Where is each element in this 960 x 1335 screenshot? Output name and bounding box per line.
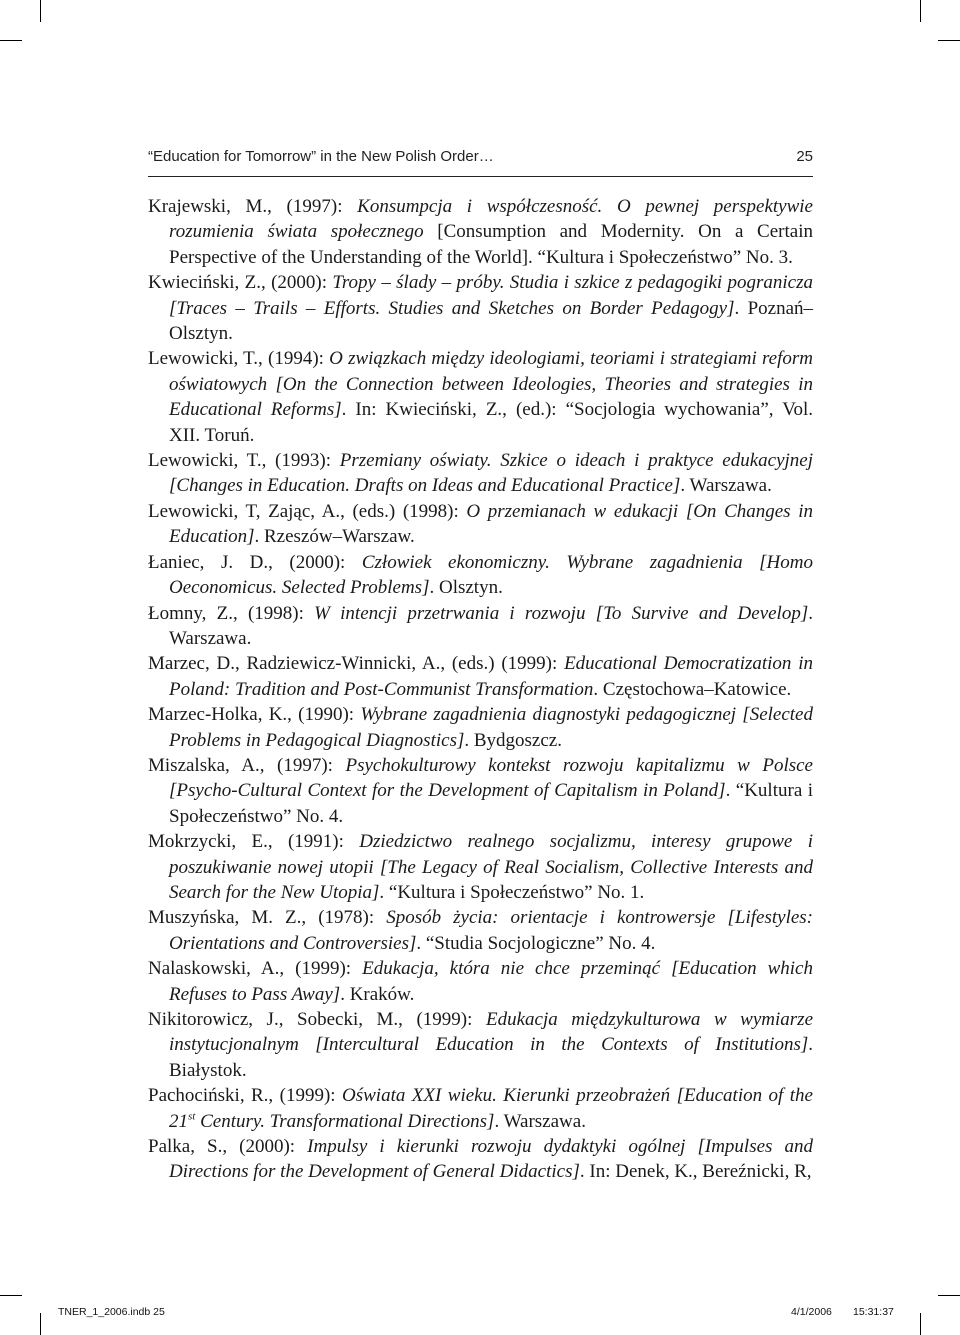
reference-entry: [148, 346, 813, 448]
reference-rest: . Bydgoszcz.: [464, 729, 562, 751]
reference-author: Miszalska, A., (1997):: [148, 754, 346, 776]
reference-rest: . Warszawa.: [494, 1110, 586, 1132]
reference-author: Krajewski, M., (1997):: [148, 196, 358, 217]
reference-author: Marzec-Holka, K., (1990):: [148, 704, 361, 726]
reference-title: Sposób życia: orientacje i kontrowersje [Lifestyles: Orientations and Controversies]: [169, 907, 813, 954]
reference-entry: [148, 601, 813, 652]
reference-list: [148, 194, 813, 1185]
crop-mark-top-right-h: [938, 40, 960, 41]
reference-author: Kwieciński, Z., (2000):: [148, 272, 333, 294]
reference-title: Impulsy i kierunki rozwoju dydaktyki ogólnej [Impulses and Directions for the Development of General Didactics]: [169, 1136, 813, 1183]
reference-author: Pachociński, R., (1999):: [148, 1085, 343, 1107]
reference-entry: [148, 1134, 813, 1185]
crop-mark-top-left: [40, 0, 41, 22]
page-number: 25: [796, 148, 813, 165]
reference-rest: . Olsztyn.: [429, 577, 503, 599]
reference-rest: . Rzeszów–Warszaw.: [254, 526, 415, 548]
reference-rest: . Poznań–Olsztyn.: [169, 297, 813, 345]
reference-entry: [148, 829, 813, 905]
reference-entry: [148, 448, 813, 499]
reference-author: Lewowicki, T, Zając, A., (eds.) (1998):: [148, 500, 467, 522]
reference-entry: [148, 550, 813, 601]
crop-mark-bottom-left-h: [0, 1295, 22, 1296]
reference-entry: [148, 905, 813, 956]
crop-mark-bottom-left: [40, 1313, 41, 1335]
reference-author: Lewowicki, T., (1993):: [148, 450, 340, 472]
reference-title: W intencji przetrwania i rozwoju [To Survive and Develop]: [314, 602, 809, 624]
reference-title: O związkach między ideologiami, teoriami i strategiami reform oświatowych [On the Connection between Ideologies, Theories and strategies in Educational Reforms]: [169, 348, 813, 421]
crop-mark-top-left-h: [0, 40, 22, 41]
reference-rest: . “Kultura i Społeczeństwo” No. 1.: [379, 881, 645, 903]
reference-title: Edukacja międzykulturowa w wymiarze instytucjonalnym [Intercultural Education in the Contexts of Institutions]: [169, 1009, 813, 1056]
reference-entry: [148, 499, 813, 550]
reference-title: Educational Democratization in Poland: Tradition and Post-Communist Transformation: [169, 653, 813, 700]
reference-author: Mokrzycki, E., (1991):: [148, 831, 360, 853]
reference-rest: . “Kultura i Społeczeństwo” No. 4.: [169, 780, 813, 827]
reference-entry: [148, 1083, 813, 1134]
reference-title: Edukacja, która nie chce przeminąć [Education which Refuses to Pass Away]: [169, 958, 813, 1005]
reference-entry: [148, 956, 813, 1007]
reference-title: Przemiany oświaty. Szkice o ideach i praktyce edukacyjnej [Changes in Education. Drafts on Ideas and Educational Practice]: [169, 450, 814, 497]
reference-rest: . Warszawa.: [169, 602, 813, 649]
reference-rest: . Białystok.: [169, 1034, 813, 1081]
running-title: “Education for Tomorrow” in the New Polish Order…: [148, 148, 494, 165]
reference-entry: [148, 1007, 813, 1083]
crop-mark-top-right: [920, 0, 921, 22]
reference-rest: . Warszawa.: [680, 475, 772, 497]
crop-mark-bottom-right: [920, 1313, 921, 1335]
reference-author: Palka, S., (2000):: [148, 1136, 308, 1158]
reference-rest: . Kraków.: [340, 983, 415, 1005]
reference-title: Konsumpcja i współczesność. O pewnej perspektywie rozumienia świata społecznego: [169, 196, 813, 243]
reference-title: Psychokulturowy kontekst rozwoju kapitalizmu w Polsce [Psycho-Cultural Context for the Development of Capitalism in Poland]: [169, 754, 813, 802]
crop-mark-bottom-right-h: [938, 1295, 960, 1296]
reference-rest: . In: Denek, K., Bereźnicki, R,: [579, 1161, 812, 1183]
reference-rest: . “Studia Socjologiczne” No. 4.: [416, 932, 656, 954]
reference-entry: [148, 651, 813, 702]
reference-author: Marzec, D., Radziewicz-Winnicki, A., (eds.) (1999):: [148, 653, 565, 675]
reference-title: Tropy – ślady – próby. Studia i szkice z pedagogiki pogranicza [Traces – Trails – Efforts. Studies and Sketches on Border Pedagogy]: [169, 272, 814, 319]
reference-author: Nalaskowski, A., (1999):: [148, 958, 363, 980]
reference-entry: [148, 194, 813, 270]
slug-time: 15:31:37: [853, 1306, 894, 1318]
reference-author: Lewowicki, T., (1994):: [148, 348, 330, 370]
reference-title: O przemianach w edukacji [On Changes in Education]: [169, 500, 813, 548]
reference-title: Dziedzictwo realnego socjalizmu, interesy grupowe i poszukiwanie nowej utopii [The Legacy of Real Socialism, Collective Interests and Search for the New Utopia]: [169, 831, 813, 903]
reference-title: Wybrane zagadnienia diagnostyki pedagogicznej [Selected Problems in Pedagogical Diagnostics]: [169, 704, 813, 751]
reference-entry: [148, 753, 813, 829]
reference-entry: [148, 702, 813, 753]
reference-rest: . In: Kwieciński, Z., (ed.): “Socjologia wychowania”, Vol. XII. Toruń.: [169, 399, 813, 446]
reference-title2: Century. Transformational Directions]: [195, 1110, 495, 1132]
reference-author: Muszyńska, M. Z., (1978):: [148, 907, 387, 929]
slug-file-name: TNER_1_2006.indb 25: [58, 1306, 165, 1318]
header-rule: [148, 176, 813, 177]
running-head: [148, 148, 813, 168]
reference-title: Człowiek ekonomiczny. Wybrane zagadnienia [Homo Oeconomicus. Selected Problems]: [169, 551, 814, 599]
reference-author: Łaniec, J. D., (2000):: [148, 551, 362, 573]
reference-entry: [148, 270, 813, 346]
reference-author: Nikitorowicz, J., Sobecki, M., (1999):: [148, 1009, 486, 1030]
reference-title: Oświata XXI wieku. Kierunki przeobrażeń [Education of the 21: [169, 1085, 813, 1132]
reference-superscript: st: [188, 1110, 196, 1123]
reference-rest: [Consumption and Modernity. On a Certain Perspective of the Understanding of the World]. “Kultura i Społeczeństwo” No. 3.: [169, 221, 813, 268]
slug-date: 4/1/2006: [791, 1306, 832, 1318]
reference-rest: . Częstochowa–Katowice.: [593, 678, 792, 700]
reference-author: Łomny, Z., (1998):: [148, 602, 315, 624]
